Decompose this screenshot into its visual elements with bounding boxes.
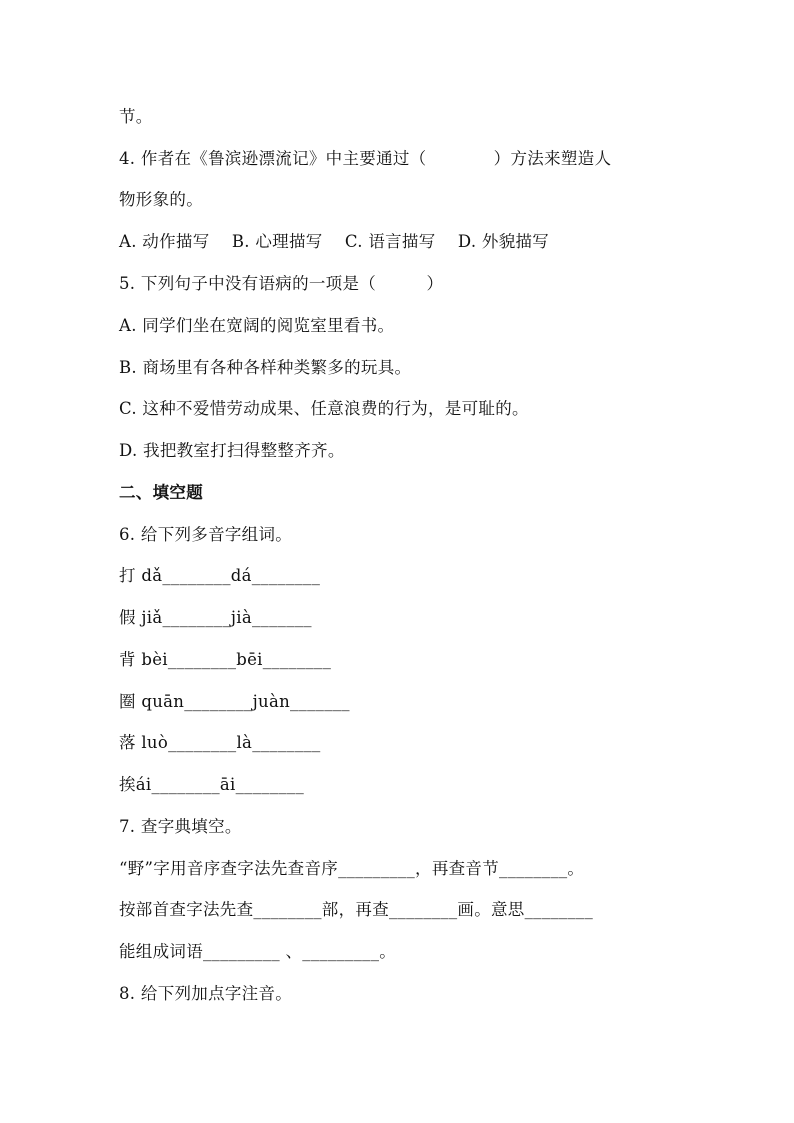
question-5-option-a: A. 同学们坐在宽阔的阅览室里看书。 xyxy=(119,316,395,335)
question-5-option-d: D. 我把教室打扫得整整齐齐。 xyxy=(119,441,345,460)
question-7-line-3: 能组成词语_________ 、_________。 xyxy=(119,942,397,961)
question-8-stem: 8. 给下列加点字注音。 xyxy=(119,984,293,1003)
question-5-option-b: B. 商场里有各种各样种类繁多的玩具。 xyxy=(119,358,412,377)
question-5-option-c: C. 这种不爱惜劳动成果、任意浪费的行为，是可耻的。 xyxy=(119,399,529,418)
polyphone-row-luo: 落 luò________là________ xyxy=(119,733,321,752)
polyphone-row-da: 打 dǎ________dá________ xyxy=(119,566,321,585)
question-4-stem-continuation: 物形象的。 xyxy=(119,190,203,209)
question-6-stem: 6. 给下列多音字组词。 xyxy=(119,525,293,544)
question-3-continuation: 节。 xyxy=(119,107,153,126)
question-7-stem: 7. 查字典填空。 xyxy=(119,817,242,836)
polyphone-row-quan: 圈 quān________juàn_______ xyxy=(119,692,350,711)
polyphone-row-ai: 挨ái________āi________ xyxy=(119,775,305,794)
question-7-line-2: 按部首查字法先查________部，再查________画。意思________ xyxy=(119,900,593,919)
section-heading-fill-in: 二、填空题 xyxy=(119,483,203,502)
polyphone-row-bei: 背 bèi________bēi________ xyxy=(119,650,332,669)
question-4-stem: 4. 作者在《鲁滨逊漂流记》中主要通过（ ）方法来塑造人 xyxy=(119,149,612,168)
question-7-line-1: “野”字用音序查字法先查音序_________，再查音节________。 xyxy=(119,859,585,878)
question-5-stem: 5. 下列句子中没有语病的一项是（ ） xyxy=(119,274,444,293)
question-4-options: A. 动作描写 B. 心理描写 C. 语言描写 D. 外貌描写 xyxy=(119,232,550,251)
polyphone-row-jia: 假 jiǎ________jià_______ xyxy=(119,608,312,627)
